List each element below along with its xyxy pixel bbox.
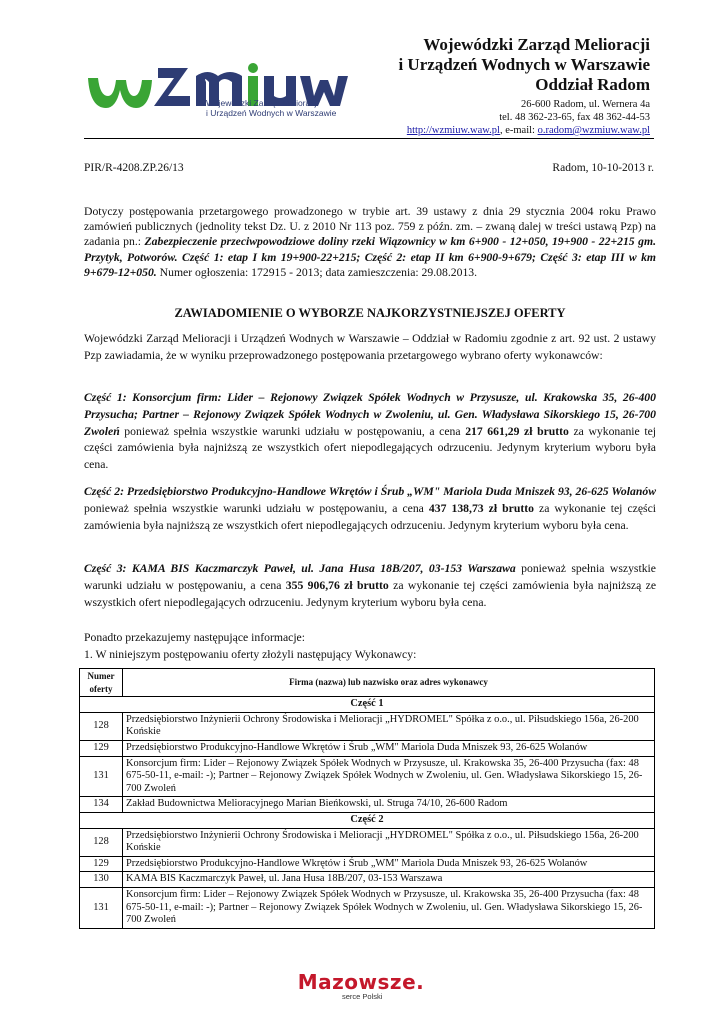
part-2-text: ponieważ spełnia wszystkie warunki udziału w postępowaniu, a cena — [84, 501, 429, 515]
reference-number: PIR/R-4208.ZP.26/13 — [84, 162, 184, 174]
part-3-winner: Część 3: KAMA BIS Kaczmarczyk Paweł, ul. Jana Husa 18B/207, 03-153 Warszawa — [84, 562, 516, 575]
website-link[interactable]: http://wzmiuw.waw.pl — [406, 125, 500, 136]
header-divider — [84, 138, 654, 139]
section-row-part-2 — [80, 812, 655, 828]
mazowsze-logo — [286, 970, 436, 1001]
mazowsze-tagline: serce Polski — [342, 992, 383, 1001]
offer-number: 129 — [80, 856, 123, 872]
org-name-line2: i Urządzeń Wodnych w Warszawie — [398, 55, 650, 74]
notice-title: ZAWIADOMIENIE O WYBORZE NAJKORZYSTNIEJSZEJ OFERTY — [174, 306, 566, 320]
intro-paragraph — [84, 204, 656, 280]
part-1-paragraph — [84, 390, 656, 474]
offer-firm: Konsorcjum firm: Lider – Rejonowy Związek Spółek Wodnych w Przysusze, ul. Krakowska 35, 26-400 Przysucha (fax: 48 675-50-11, e-mail: -); Partner – Rejonowy Związek Spółek Wodnych w Zwoleniu, ul. Gen. Władysława Sikorskiego 15, 26-700 Zwoleń — [123, 887, 655, 928]
notice-paragraph: Wojewódzki Zarząd Melioracji i Urządzeń Wodnych w Warszawie – Oddział w Radomiu zgodnie z art. 92 ust. 2 ustawy Pzp zawiadamia, że w wyniku przeprowadzonego postępowania przetargowego wybrano oferty wykonawców: — [84, 332, 656, 362]
place-date: Radom, 10-10-2013 r. — [552, 162, 654, 174]
info-item-1: 1. W niniejszym postępowaniu oferty złożyli następujący Wykonawcy: — [84, 648, 417, 661]
intro-announcement: Numer ogłoszenia: 172915 - 2013; data zamieszczenia: 29.08.2013. — [156, 265, 478, 279]
part-2-price: 437 138,73 zł brutto — [428, 501, 534, 515]
offer-number: 129 — [80, 740, 123, 756]
table-row — [80, 856, 655, 872]
offer-number: 130 — [80, 872, 123, 888]
email-link[interactable]: o.radom@wzmiuw.waw.pl — [537, 125, 650, 136]
offer-firm: Przedsiębiorstwo Produkcyjno-Handlowe Wkrętów i Śrub „WM" Mariola Duda Mniszek 93, 26-625 Wolanów — [123, 856, 655, 872]
offer-firm: KAMA BIS Kaczmarczyk Paweł, ul. Jana Husa 18B/207, 03-153 Warszawa — [123, 872, 655, 888]
offer-firm: Zakład Budownictwa Melioracyjnego Marian Bieńkowski, ul. Struga 74/10, 26-600 Radom — [123, 797, 655, 813]
part-1-text-end: za wykonanie tej części zamówienia była najniższą ze wszystkich ofert niepodlegających odrzuceniu. Jedynym kryterium wyboru była cena. — [84, 424, 657, 472]
part-3-text: ponieważ spełnia wszystkie warunki udziału w postępowaniu, a cena — [84, 562, 656, 592]
table-row — [80, 740, 655, 756]
table-row — [80, 828, 655, 856]
offer-number: 128 — [80, 712, 123, 740]
org-branch: Oddział Radom — [535, 75, 650, 94]
mazowsze-brand: Mazowsze. — [297, 970, 425, 994]
reference-line — [84, 162, 654, 174]
part-1-text: ponieważ spełnia wszystkie warunki udziału w postępowaniu, a cena — [119, 424, 466, 438]
part-2-winner: Część 2: Przedsiębiorstwo Produkcyjno-Handlowe Wkrętów i Śrub „WM" Mariola Duda Mniszek 93, 26-625 Wolanów — [84, 485, 656, 498]
part-3-text-end: za wykonanie tej części zamówienia była najniższą ze wszystkich ofert niepodlegających odrzuceniu. Jedynym kryterium wyboru była cena. — [84, 578, 657, 609]
offer-firm: Konsorcjum firm: Lider – Rejonowy Związek Spółek Wodnych w Przysusze, ul. Krakowska 35, 26-400 Przysucha (fax: 48 675-50-11, e-mail: -); Partner – Rejonowy Związek Spółek Wodnych w Zwoleniu, ul. Gen. Władysława Sikorskiego 15, 26-700 Zwoleń — [123, 756, 655, 797]
part-3-price: 355 906,76 zł brutto — [285, 578, 389, 592]
logo-caption-line2: i Urządzeń Wodnych w Warszawie — [206, 108, 337, 118]
offer-firm: Przedsiębiorstwo Inżynierii Ochrony Środowiska i Melioracji „HYDROMEL" Spółka z o.o., ul. Piłsudskiego 156a, 26-200 Końskie — [123, 712, 655, 740]
offer-number: 131 — [80, 756, 123, 797]
offer-firm: Przedsiębiorstwo Produkcyjno-Handlowe Wkrętów i Śrub „WM" Mariola Duda Mniszek 93, 26-625 Wolanów — [123, 740, 655, 756]
email-prefix: , e-mail: — [499, 125, 538, 136]
section-label: Część 2 — [80, 812, 655, 828]
table-row — [80, 797, 655, 813]
table-row — [80, 872, 655, 888]
intro-project-name: Zabezpieczenie przeciwpowodziowe doliny rzeki Wiązownicy w km 6+900 - 12+050, 19+900 - 22+215 gm. Przytyk, Potworów. Część 1: etap I km 19+900-22+215; Część 2: etap II km 6+900-9+679; Część 3: etap III w km 9+679-12+050. — [84, 235, 656, 279]
offer-number: 131 — [80, 887, 123, 928]
org-street: 26-600 Radom, ul. Wernera 4a — [520, 99, 650, 110]
org-header — [398, 35, 650, 137]
part-1-price: 217 661,29 zł brutto — [465, 424, 569, 438]
info-intro: Ponadto przekazujemy następujące informacje: — [84, 631, 305, 644]
offer-firm: Przedsiębiorstwo Inżynierii Ochrony Środowiska i Melioracji „HYDROMEL" Spółka z o.o., ul. Piłsudskiego 156a, 26-200 Końskie — [123, 828, 655, 856]
section-label: Część 1 — [80, 697, 655, 713]
org-contact — [398, 124, 650, 137]
table-row — [80, 712, 655, 740]
part-1-winner: Część 1: Konsorcjum firm: Lider – Rejonowy Związek Spółek Wodnych w Przysusze, ul. Krakowska 35, 26-400 Przysucha; Partner – Rejonowy Związek Spółek Wodnych w Zwoleniu, ul. Gen. Władysława Sikorskiego 15, 26-700 Zwoleń — [84, 391, 656, 438]
org-address — [398, 98, 650, 137]
org-phone: tel. 48 362-23-65, fax 48 362-44-53 — [499, 112, 650, 123]
part-2-text-end: za wykonanie tej części zamówienia była najniższą ze wszystkich ofert niepodlegających odrzuceniu. Jedynym kryterium wyboru była cena. — [84, 501, 657, 532]
wzmiuw-logo — [84, 50, 350, 126]
table-header-row — [80, 669, 655, 697]
section-row-part-1 — [80, 697, 655, 713]
intro-text: Dotyczy postępowania przetargowego prowadzonego w trybie art. 39 ustawy z dnia 29 stycznia 2004 roku Prawo zamówień publicznych (jednolity tekst Dz. U. z 2010 Nr 113 poz. 759 z późn. zm. – zwaną dalej w treści ustawą Pzp) na zadania pn.: — [84, 205, 656, 249]
org-name-line1: Wojewódzki Zarząd Melioracji — [423, 35, 650, 54]
col-offer-number: Numer oferty — [80, 669, 123, 697]
offer-number: 128 — [80, 828, 123, 856]
table-row — [80, 756, 655, 797]
table-row — [80, 887, 655, 928]
part-3-paragraph — [84, 561, 656, 611]
logo-caption-line1: Wojewódzki Zarząd Melioracji — [206, 98, 319, 108]
logo-caption — [206, 98, 336, 118]
col-firm: Firma (nazwa) lub nazwisko oraz adres wykonawcy — [123, 669, 655, 697]
bidders-table — [79, 668, 655, 929]
offer-number: 134 — [80, 797, 123, 813]
part-2-paragraph — [84, 484, 656, 534]
